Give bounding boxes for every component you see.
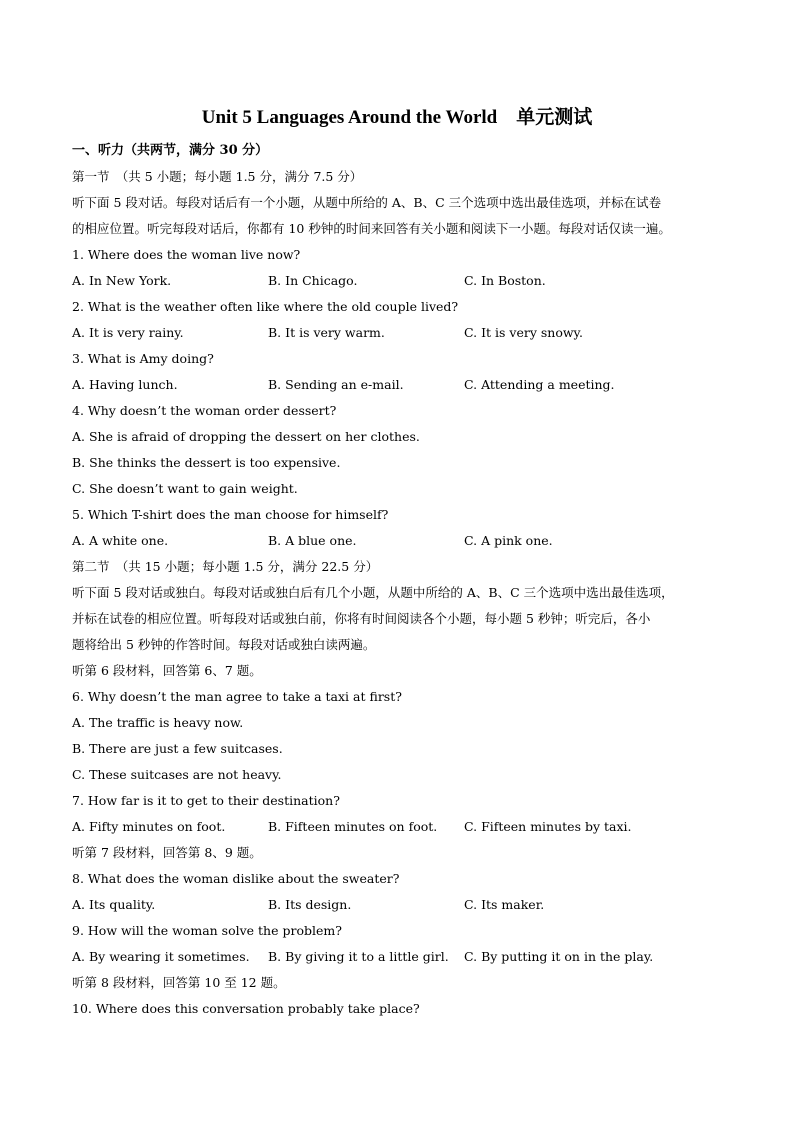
option-a: A. A white one. <box>72 533 169 548</box>
question-2: 2. What is the weather often like where the old couple lived? <box>72 299 459 314</box>
option-a: A. Its quality. <box>72 897 156 912</box>
option-b: B. A blue one. <box>268 533 357 548</box>
section2-instruction-line: 听下面 5 段对话或独白。每段对话或独白后有几个小题，从题中所给的 A、B、C 三个选项中选出最佳选项， <box>72 585 674 600</box>
question-10: 10. Where does this conversation probably take place? <box>72 1001 420 1016</box>
option-c: C. It is very snowy. <box>464 325 583 340</box>
material-intro-6: 听第 6 段材料，回答第 6、7 题。 <box>72 663 262 678</box>
question-1: 1. Where does the woman live now? <box>72 247 301 262</box>
option-c: C. She doesn’t want to gain weight. <box>72 481 298 496</box>
section2-instruction-line: 并标在试卷的相应位置。听每段对话或独白前，你将有时间阅读各个小题，每小题 5 秒钟；听完后，各小 <box>72 611 651 626</box>
part-heading: 一、听力（共两节，满分 30 分） <box>72 143 269 158</box>
option-b: B. She thinks the dessert is too expensive. <box>72 455 341 470</box>
option-a: A. Fifty minutes on foot. <box>72 819 226 834</box>
option-a: A. In New York. <box>72 273 172 288</box>
question-7: 7. How far is it to get to their destination? <box>72 793 340 808</box>
question-8: 8. What does the woman dislike about the sweater? <box>72 871 400 886</box>
option-c: C. By putting it on in the play. <box>464 949 654 964</box>
option-b: B. Fifteen minutes on foot. <box>268 819 438 834</box>
question-4: 4. Why doesn’t the woman order dessert? <box>72 403 337 418</box>
option-b: B. Sending an e-mail. <box>268 377 404 392</box>
section1-instruction-line: 听下面 5 段对话。每段对话后有一个小题，从题中所给的 A、B、C 三个选项中选出最佳选项，并标在试卷 <box>72 195 662 210</box>
option-c: C. In Boston. <box>464 273 546 288</box>
question-3: 3. What is Amy doing? <box>72 351 214 366</box>
option-c: C. Fifteen minutes by taxi. <box>464 819 632 834</box>
option-b: B. Its design. <box>268 897 352 912</box>
material-intro-8: 听第 8 段材料，回答第 10 至 12 题。 <box>72 975 286 990</box>
section2-heading: 第二节 （共 15 小题；每小题 1.5 分，满分 22.5 分） <box>72 559 379 574</box>
option-a: A. By wearing it sometimes. <box>72 949 250 964</box>
option-c: C. These suitcases are not heavy. <box>72 767 282 782</box>
page-title: Unit 5 Languages Around the World 单元测试 <box>201 107 593 128</box>
option-a: A. Having lunch. <box>72 377 178 392</box>
option-a: A. It is very rainy. <box>72 325 184 340</box>
option-c: C. A pink one. <box>464 533 553 548</box>
section1-heading: 第一节 （共 5 小题；每小题 1.5 分，满分 7.5 分） <box>72 169 363 184</box>
question-6: 6. Why doesn’t the man agree to take a taxi at first? <box>72 689 402 704</box>
option-b: B. There are just a few suitcases. <box>72 741 283 756</box>
option-a: A. The traffic is heavy now. <box>72 715 244 730</box>
option-c: C. Attending a meeting. <box>464 377 615 392</box>
question-5: 5. Which T-shirt does the man choose for himself? <box>72 507 389 522</box>
section1-instruction-line: 的相应位置。听完每段对话后，你都有 10 秒钟的时间来回答有关小题和阅读下一小题。每段对话仅读一遍。 <box>72 221 671 236</box>
material-intro-7: 听第 7 段材料，回答第 8、9 题。 <box>72 845 262 860</box>
option-b: B. By giving it to a little girl. <box>268 949 449 964</box>
option-b: B. It is very warm. <box>268 325 385 340</box>
option-a: A. She is afraid of dropping the dessert on her clothes. <box>72 429 420 444</box>
section2-instruction-line: 题将给出 5 秒钟的作答时间。每段对话或独白读两遍。 <box>72 637 376 652</box>
question-9: 9. How will the woman solve the problem? <box>72 923 342 938</box>
option-b: B. In Chicago. <box>268 273 358 288</box>
option-c: C. Its maker. <box>464 897 545 912</box>
